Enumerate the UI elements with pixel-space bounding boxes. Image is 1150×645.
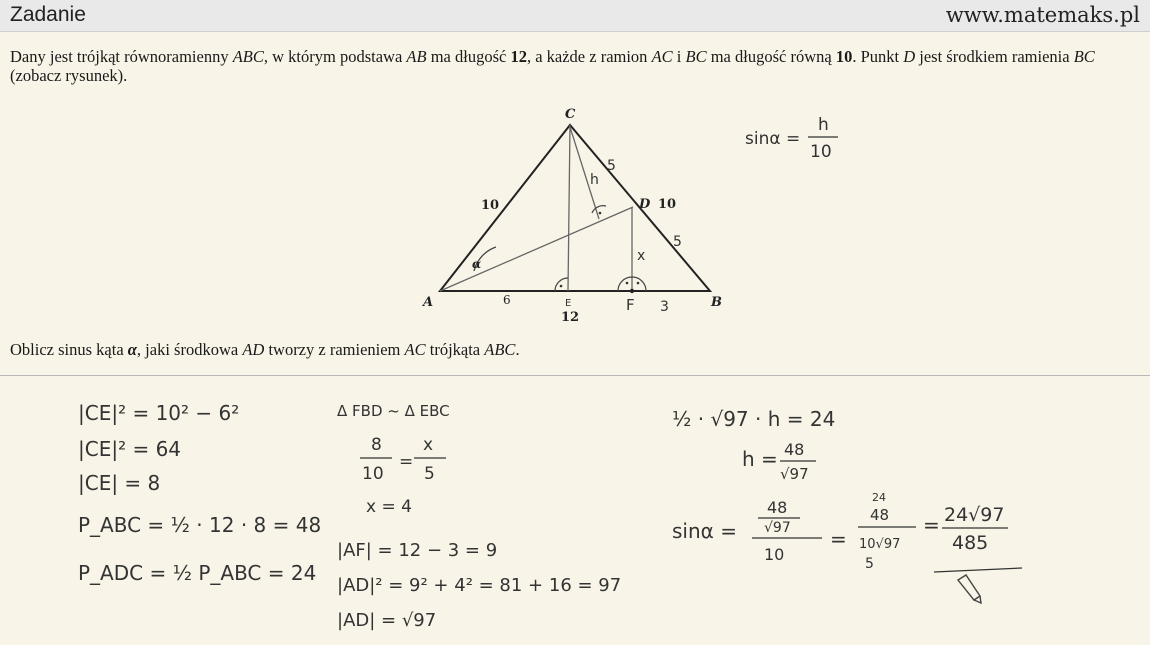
math-10: 10 (835, 47, 853, 66)
pen-icon (958, 575, 981, 603)
math-bc: BC (1073, 47, 1095, 66)
problem-text: ma długość (426, 47, 511, 66)
col3-s2-den: 10√97 (859, 537, 901, 552)
solution-column-2 (337, 402, 621, 631)
col3-s3-den: 485 (952, 532, 989, 554)
col3-s2-num: 48 (870, 506, 890, 524)
math-ab: AB (406, 47, 427, 66)
col2-line: |AD| = √97 (337, 610, 437, 631)
label-f: F (626, 296, 635, 314)
col3-h-den: √97 (780, 465, 809, 483)
underline (934, 568, 1022, 572)
col2-eq: = (399, 452, 414, 472)
question-text: Oblicz sinus kąta (10, 340, 128, 359)
label-ab-length: 12 (561, 310, 580, 325)
math-abc: ABC (484, 340, 516, 359)
label-bd-length: 10 (658, 197, 677, 212)
col2-line: |AD|² = 9² + 4² = 81 + 16 = 97 (337, 575, 622, 596)
site-url: www.matemaks.pl (945, 3, 1140, 27)
label-fb: 3 (660, 299, 669, 315)
col2-line: |AF| = 12 − 3 = 9 (337, 540, 498, 561)
right-angle-dot (560, 285, 563, 288)
altitude-ce (568, 125, 570, 291)
col3-sin-lhs: sinα = (672, 519, 737, 543)
page-title: Zadanie (10, 3, 86, 26)
right-angle-e (555, 278, 568, 291)
col2-frac1-num: 8 (371, 435, 382, 455)
col1-line: |CE|² = 10² − 6² (78, 401, 240, 425)
label-db: 5 (673, 234, 682, 250)
col3-eq1: = (830, 527, 847, 551)
col3-h-num: 48 (784, 440, 805, 459)
label-d: D (639, 197, 651, 212)
col2-frac2-num: x (423, 435, 434, 455)
sine-note (745, 115, 838, 162)
problem-text: . Punkt (852, 47, 904, 66)
math-ad: AD (242, 340, 265, 359)
problem-text: ma długość równą (706, 47, 836, 66)
math-abc: ABC (232, 47, 264, 66)
question-text: . (515, 340, 520, 359)
point-f-dot (630, 289, 634, 293)
col2-line: x = 4 (366, 497, 412, 517)
col3-s3-num: 24√97 (944, 504, 1005, 526)
label-x: x (637, 248, 646, 264)
col3-h-lhs: h = (742, 447, 778, 471)
right-angle-h (592, 206, 606, 213)
label-ae: 6 (503, 293, 511, 307)
col3-line: ½ · √97 · h = 24 (672, 407, 836, 431)
math-d: D (903, 47, 916, 66)
problem-text: jest środkiem ramienia (915, 47, 1074, 66)
triangle-figure (421, 107, 722, 325)
math-ac: AC (404, 340, 426, 359)
math-ac: AC (651, 47, 673, 66)
right-angle-dot (599, 212, 602, 215)
col1-line: |CE|² = 64 (78, 437, 182, 461)
sine-num: h (818, 115, 829, 135)
label-cd: 5 (607, 158, 616, 174)
col3-s2-cancel: 24 (872, 491, 886, 504)
solution-column-3 (672, 407, 1022, 572)
median-ad (440, 207, 633, 291)
label-e: E (565, 298, 572, 309)
label-h: h (590, 172, 599, 188)
col1-line: P_ABC = ½ · 12 · 8 = 48 (78, 513, 322, 537)
col2-frac2-den: 5 (424, 464, 435, 484)
problem-text: , a każde z ramion (526, 47, 652, 66)
question-text: tworzy z ramieniem (264, 340, 405, 359)
right-angle-dot (626, 282, 629, 285)
math-bc: BC (685, 47, 707, 66)
question-text: , jaki środkowa (136, 340, 243, 359)
col3-s1-mid: √97 (764, 520, 791, 536)
label-a: A (423, 295, 434, 310)
math-alpha: α (127, 340, 137, 359)
label-b: B (711, 295, 722, 310)
col3-s2-five: 5 (865, 556, 874, 572)
col3-eq2: = (923, 513, 940, 537)
question-text: trójkąta (425, 340, 485, 359)
solution-column-1 (78, 401, 321, 585)
label-c: C (565, 107, 576, 122)
label-alpha: α (472, 257, 482, 271)
col2-frac1-den: 10 (362, 464, 384, 484)
problem-text: , w którym podstawa (263, 47, 407, 66)
col1-line: P_ADC = ½ P_ABC = 24 (78, 561, 317, 585)
label-ac-length: 10 (481, 198, 500, 213)
col1-line: |CE| = 8 (78, 471, 161, 495)
sine-den: 10 (810, 142, 832, 162)
problem-text: i (672, 47, 686, 66)
col2-similarity: Δ FBD ~ Δ EBC (337, 402, 450, 420)
problem-text: (zobacz rysunek). (10, 66, 128, 85)
col3-s1-top: 48 (767, 498, 788, 517)
sine-lhs: sinα = (745, 129, 801, 149)
right-angle-dot (637, 282, 640, 285)
col3-s1-den: 10 (764, 545, 785, 564)
problem-text: Dany jest trójkąt równoramienny (10, 47, 233, 66)
math-12: 12 (510, 47, 527, 66)
